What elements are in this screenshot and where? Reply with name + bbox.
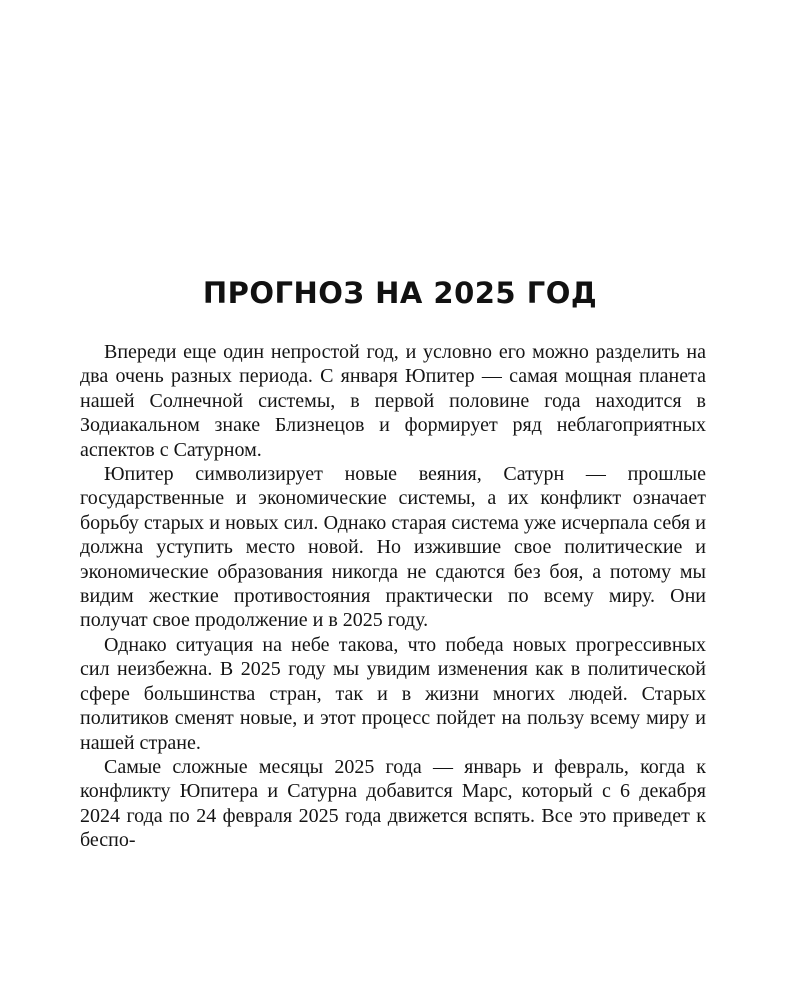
paragraph-1: Впереди еще один непростой год, и условно его можно разделить на два очень разных периода. С января Юпитер — самая мощная планета нашей Солнечной системы, в первой половине года находится в Зодиакальном знаке Близнецов и формирует ряд неблагоприятных аспектов с Сатурном. [80,341,706,461]
paragraph-2: Юпитер символизирует новые веяния, Сатурн — прошлые государственные и экономические системы, а их конфликт означает борьбу старых и новых сил. Однако старая система уже исчерпала себя и должна уступить место новой. Но изжившие свое политические и экономические образования никогда не сдаются без боя, а потому мы видим жесткие противостояния практически по всему миру. Они получат свое продолжение и в 2025 году. [80,463,706,632]
body-text [80,340,706,853]
paragraph-4: Самые сложные месяцы 2025 года — январь и февраль, когда к конфликту Юпитера и Сатурна добавится Марс, который с 6 декабря 2024 года по 24 февраля 2025 года движется вспять. Все это приведет к беспо- [80,755,706,852]
paragraph-3: Однако ситуация на небе такова, что победа новых прогрессивных сил неизбежна. В 2025 году мы увидим изменения как в политической сфере большинства стран, так и в жизни многих людей. Старых политиков сменят новые, и этот процесс пойдет на пользу всему миру и нашей стране. [80,633,706,754]
chapter-title: ПРОГНОЗ НА 2025 ГОД [202,276,598,310]
